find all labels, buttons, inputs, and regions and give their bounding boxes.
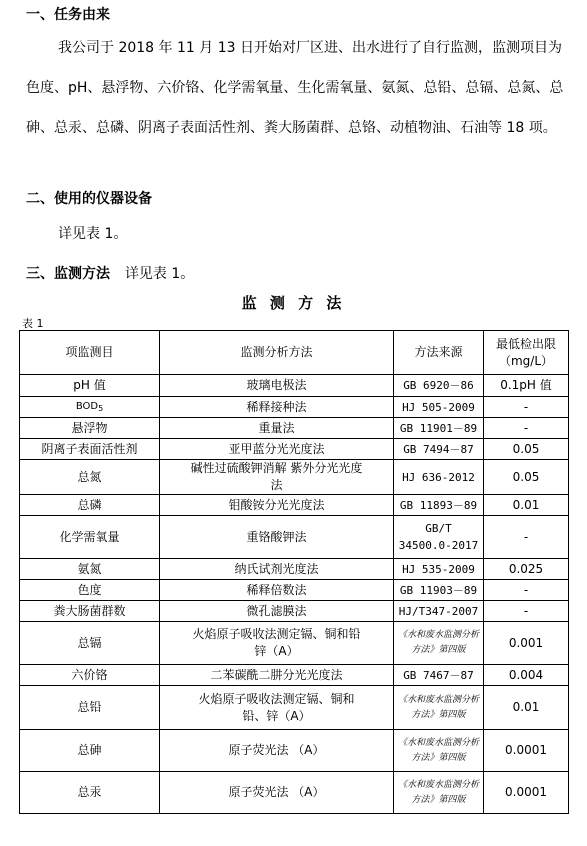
cell-item-text: 阴离子表面活性剂 (41, 441, 138, 456)
section-1-text: 我公司于 2018 年 11 月 13 日开始对厂区进、出水进行了自行监测，监测项目为色度、pH、悬浮物、六价铬、化学需氧量、生化需氧量、氨氮、总铅、总镉、总氮、总砷、总汞、总磷、阴离子表面活性剂、粪大肠菌群、总铬、动植物油、石油等 18 项。 (26, 40, 564, 136)
cell-item (20, 397, 160, 418)
cell-item-text: 总镉 (77, 635, 102, 650)
table-row (20, 495, 569, 516)
cell-source: HJ 505-2009 (394, 397, 484, 418)
cell-item (20, 418, 160, 439)
section-3-title (26, 263, 194, 283)
cell-limit: - (484, 516, 569, 559)
cell-item-text: 氨氮 (77, 561, 102, 576)
section-2-title: 二、使用的仪器设备 (26, 191, 152, 207)
cell-source: 《水和废水监测分析方法》第四版 (394, 622, 484, 665)
cell-source: HJ 636-2012 (394, 460, 484, 495)
section-3-title-label: 三、监测方法 (26, 266, 110, 282)
cell-item-subscript: 5 (98, 403, 104, 413)
cell-item-text: 六价铬 (71, 667, 108, 682)
cell-method: 重量法 (160, 418, 394, 439)
cell-source: GB 7467－87 (394, 665, 484, 686)
cell-source: GB 11893－89 (394, 495, 484, 516)
cell-method: 稀释接种法 (160, 397, 394, 418)
cell-item-text: 色度 (77, 582, 102, 597)
cell-limit: 0.0001 (484, 730, 569, 772)
header-method: 监测分析方法 (160, 331, 394, 375)
table-row (20, 516, 569, 559)
header-limit: 最低检出限（mg/L） (484, 331, 569, 375)
cell-limit: - (484, 601, 569, 622)
cell-method: 原子荧光法 （A） (160, 730, 394, 772)
cell-item (20, 601, 160, 622)
table-row (20, 730, 569, 772)
table-row (20, 601, 569, 622)
table-row (20, 418, 569, 439)
cell-limit: 0.001 (484, 622, 569, 665)
cell-item (20, 439, 160, 460)
cell-method: 钼酸铵分光光度法 (160, 495, 394, 516)
cell-method: 碱性过硫酸钾消解 紫外分光光度法 (160, 460, 394, 495)
cell-limit: 0.0001 (484, 772, 569, 814)
cell-method: 二苯碳酰二肼分光光度法 (160, 665, 394, 686)
cell-source: GB 11903－89 (394, 580, 484, 601)
cell-method: 玻璃电极法 (160, 375, 394, 397)
cell-method: 亚甲蓝分光光度法 (160, 439, 394, 460)
cell-method: 稀释倍数法 (160, 580, 394, 601)
cell-method: 火焰原子吸收法测定镉、铜和铅锌（A） (160, 622, 394, 665)
cell-method: 微孔滤膜法 (160, 601, 394, 622)
table-header-row (20, 331, 569, 375)
header-source: 方法来源 (394, 331, 484, 375)
table-row (20, 375, 569, 397)
cell-item-text: 化学需氧量 (59, 529, 120, 544)
cell-source: GB 11901－89 (394, 418, 484, 439)
table-row (20, 439, 569, 460)
cell-item (20, 516, 160, 559)
cell-item (20, 460, 160, 495)
cell-item (20, 622, 160, 665)
cell-source: 《水和废水监测分析方法》第四版 (394, 730, 484, 772)
cell-item-text: 悬浮物 (71, 420, 108, 435)
cell-source: GB 6920－86 (394, 375, 484, 397)
table-row (20, 772, 569, 814)
cell-item (20, 686, 160, 730)
cell-item (20, 375, 160, 397)
cell-item (20, 665, 160, 686)
table-row (20, 622, 569, 665)
section-3-text: 详见表 1。 (124, 266, 195, 282)
table-row (20, 665, 569, 686)
cell-limit: - (484, 580, 569, 601)
cell-limit: 0.025 (484, 559, 569, 580)
table-row (20, 580, 569, 601)
table-main-title: 监 测 方 法 (241, 294, 346, 312)
cell-item (20, 580, 160, 601)
cell-limit: 0.05 (484, 460, 569, 495)
cell-item-text: pH 值 (73, 378, 106, 392)
cell-limit: 0.1pH 值 (484, 375, 569, 397)
cell-item-text: 总磷 (77, 497, 102, 512)
cell-item (20, 730, 160, 772)
section-2-text: 详见表 1。 (58, 226, 128, 242)
table-row (20, 559, 569, 580)
table-row (20, 686, 569, 730)
cell-limit: 0.01 (484, 686, 569, 730)
cell-item-text: 粪大肠菌群数 (53, 603, 126, 618)
cell-limit: - (484, 418, 569, 439)
cell-source: HJ/T347-2007 (394, 601, 484, 622)
cell-item-text: 总汞 (77, 785, 102, 799)
cell-limit: - (484, 397, 569, 418)
cell-item (20, 559, 160, 580)
cell-item-text: 总砷 (77, 743, 102, 757)
cell-limit: 0.05 (484, 439, 569, 460)
cell-method: 原子荧光法 （A） (160, 772, 394, 814)
monitoring-methods-table (19, 330, 569, 814)
cell-method: 纳氏试剂光度法 (160, 559, 394, 580)
section-1-title: 一、任务由来 (26, 7, 110, 23)
cell-item-text: 总铅 (77, 700, 102, 714)
table-caption: 表 1 (22, 317, 44, 330)
cell-limit: 0.01 (484, 495, 569, 516)
cell-item (20, 772, 160, 814)
cell-source: GB/T 34500.0-2017 (394, 516, 484, 559)
table-row (20, 460, 569, 495)
header-item: 项监测目 (20, 331, 160, 375)
cell-item (20, 495, 160, 516)
table-row (20, 397, 569, 418)
cell-source: HJ 535-2009 (394, 559, 484, 580)
cell-limit: 0.004 (484, 665, 569, 686)
cell-method: 火焰原子吸收法测定镉、铜和铅、锌（A） (160, 686, 394, 730)
cell-item-text: 总氮 (77, 469, 102, 484)
cell-source: 《水和废水监测分析方法》第四版 (394, 772, 484, 814)
cell-item-text: BOD (75, 400, 99, 412)
cell-source: 《水和废水监测分析方法》第四版 (394, 686, 484, 730)
table-body (20, 375, 569, 814)
cell-method: 重铬酸钾法 (160, 516, 394, 559)
cell-source: GB 7494－87 (394, 439, 484, 460)
